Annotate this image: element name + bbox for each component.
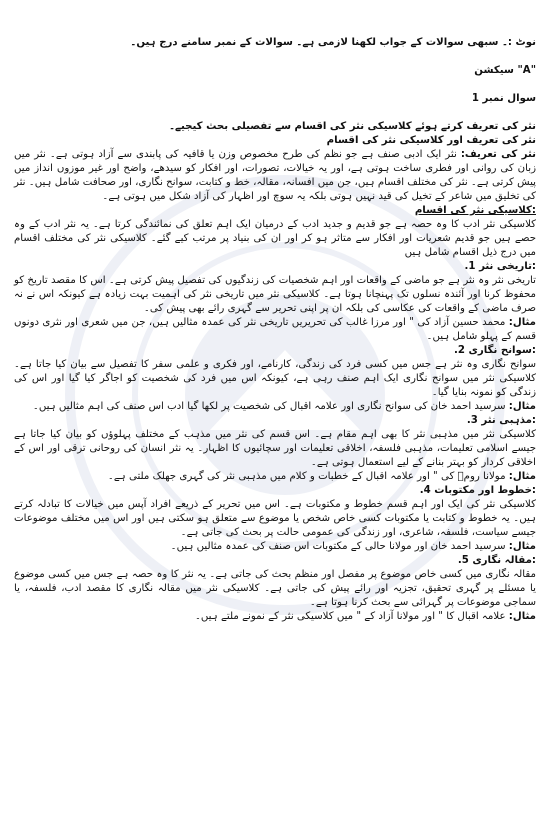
type-title: :مقالہ نگاری bbox=[472, 555, 536, 566]
type-heading bbox=[14, 414, 536, 428]
type-title: :سوانح نگاری bbox=[468, 345, 536, 356]
type-number: 4. bbox=[419, 485, 431, 496]
answer-subtitle: نثر کی تعریف اور کلاسیکی نثر کی اقسام bbox=[326, 135, 536, 146]
question-text: نثر کی تعریف کرتے ہوئے کلاسیکی نثر کی اقسام سے تفصیلی بحث کیجیے۔ bbox=[169, 121, 536, 132]
type-heading bbox=[14, 554, 536, 568]
definition-paragraph bbox=[14, 148, 536, 204]
example-label: مثال: bbox=[508, 541, 536, 552]
example-text: سرسید احمد خان کی سوانح نگاری اور علامہ اقبال کی شخصیت پر لکھا گیا ادب اس صنف کی اہم مثالیں ہیں۔ bbox=[32, 401, 506, 412]
type-example bbox=[14, 400, 536, 414]
example-text: سرسید احمد خان اور مولانا حالی کے مکتوبات اس صنف کی عمدہ مثالیں ہیں۔ bbox=[170, 541, 506, 552]
example-label: مثال: bbox=[508, 471, 536, 482]
type-example bbox=[14, 610, 536, 624]
example-text: علامہ اقبال کا " اور مولانا آزاد کے " میں کلاسیکی نثر کے نمونے ملتے ہیں۔ bbox=[194, 611, 506, 622]
type-text: تاریخی نثر وہ نثر ہے جو ماضی کے واقعات اور اہم شخصیات کی زندگیوں کی تفصیل پیش کرتی ہے۔ اس کا مقصد تاریخ کو محفوظ کرنا اور آئندہ نسلوں تک پہنچانا ہوتا ہے۔ کلاسیکی نثر میں تاریخی نثر کی اہمیت بہت زیادہ ہے کیونکہ اس نے نہ صرف ماضی کے واقعات کی عکاسی کی بلکہ ان پر اپنی تحریر سے گہری رائے بھی پیش کی۔ bbox=[14, 275, 536, 314]
type-example bbox=[14, 470, 536, 484]
example-label: مثال: bbox=[508, 611, 536, 622]
type-section-2 bbox=[14, 344, 536, 414]
type-heading bbox=[14, 344, 536, 358]
example-text: مولانا رومؒ کی " اور علامہ اقبال کے خطبات و کلام میں مذہبی نثر کی گہری جھلک ملتی ہے۔ bbox=[107, 471, 506, 482]
instruction-note: نوٹ :۔ سبھی سوالات کے جواب لکھنا لازمی ہے۔ سوالات کے نمبر سامنے درج ہیں۔ bbox=[130, 37, 536, 48]
type-title: :مذہبی نثر bbox=[481, 415, 536, 426]
type-text: سوانح نگاری وہ نثر ہے جس میں کسی فرد کی زندگی، کارنامے، اور فکری و علمی سفر کا تفصیل سے بیان کیا جاتا ہے۔ کلاسیکی نثر میں سوانح نگاری ایک اہم صنف رہی ہے، کیونکہ اس میں فرد کی شخصیت کو اجاگر کیا گیا اور اس کی زندگی کو نمونہ بنایا گیا۔ bbox=[14, 359, 536, 398]
definition-label: نثر کی تعریف: bbox=[460, 149, 536, 160]
type-title: :خطوط اور مکتوبات bbox=[434, 485, 536, 496]
type-number: 3. bbox=[466, 415, 478, 426]
type-heading bbox=[14, 484, 536, 498]
type-text: مقالہ نگاری میں کسی خاص موضوع پر مفصل اور منظم بحث کی جاتی ہے۔ یہ نثر کا وہ حصہ ہے جس میں کسی موضوع یا مسئلے پر گہری تحقیق، تجزیہ اور رائے پیش کی جاتی ہے۔ کلاسیکی نثر میں مقالہ نگاری کا مقصد ادب، فلسفہ، یا سماجی موضوعات پر گہرائی سے بحث کرنا ہوتا ہے۔ bbox=[14, 569, 536, 608]
type-section-3 bbox=[14, 414, 536, 484]
type-section-1 bbox=[14, 260, 536, 344]
types-intro: کلاسیکی نثر ادب کا وہ حصہ ہے جو قدیم و جدید ادب کے درمیان ایک اہم تعلق کی نمائندگی کرتا ہے۔ یہ نثر ادب کے وہ حصے ہیں جو قدیم شعریات اور افکار سے متاثر ہو کر اور ان کی بنیاد پر مرتب کیے گئے۔ کلاسیکی نثر کی مختلف اقسام میں درج ذیل اقسام شامل ہیں bbox=[14, 219, 536, 258]
type-number: 1. bbox=[464, 261, 476, 272]
type-section-4 bbox=[14, 484, 536, 554]
example-text: محمد حسین آزاد کی " اور مرزا غالب کی تحریریں تاریخی نثر کی عمدہ مثالیں ہیں، جن میں شعری اور نثری دونوں قسم کے پہلو شامل ہیں۔ bbox=[14, 317, 536, 342]
definition-text: نثر ایک ادبی صنف ہے جو نظم کی طرح مخصوص وزن یا قافیہ کی پابندی سے آزاد ہوتی ہے۔ نثر میں زبان کی روانی اور فطری ساخت ہوتی ہے، اور یہ خیالات، تصورات، اور افکار کو سیدھے، واضح اور غیر موزوں انداز میں پیش کرتی ہے۔ نثر کی مختلف اقسام ہیں، جن میں افسانہ، مقالہ، خط و کتابت، سوانح نگاری، اور صحافت شامل ہیں۔ نثر کی تخلیق میں شاعر کے تخیل کی قید نہیں ہوتی بلکہ یہ سوچ اور اظہار کی آزاد شکل میں ہوتی ہے۔ bbox=[13, 149, 536, 202]
question-number: سوال نمبر 1 bbox=[471, 93, 536, 104]
type-section-5 bbox=[14, 554, 536, 624]
type-number: 5. bbox=[457, 555, 469, 566]
type-title: :تاریخی نثر bbox=[479, 261, 536, 272]
type-heading bbox=[14, 260, 536, 274]
type-example bbox=[14, 316, 536, 344]
type-text: کلاسیکی نثر کی ایک اور اہم قسم خطوط و مکتوبات ہے۔ اس میں تحریر کے ذریعے افراد آپس میں خیالات کا تبادلہ کرتے ہیں۔ یہ خطوط و کتابت یا مکتوبات کسی خاص شخص یا موضوع سے متعلق ہو سکتی ہیں اور اس میں مختلف موضوعات جیسے سیاست، فلسفہ، شاعری، اور زندگی کی عمومی حالت پر بحث کی جاتی ہے۔ bbox=[14, 499, 536, 538]
section-title: "A" سیکشن bbox=[474, 65, 536, 76]
type-text: کلاسیکی نثر میں مذہبی نثر کا بھی اہم مقام ہے۔ اس قسم کی نثر میں مذہب کے مختلف پہلوؤں کو بیان کیا جاتا ہے جیسے اسلامی تعلیمات، مذہبی فلسفہ، اخلاقی تعلیمات اور سچائیوں کا اظہار۔ یہ نثر انسان کی روحانی ترقی اور اس کے اخلاقی کردار کو بہتر بنانے کے لیے استعمال ہوتی ہے۔ bbox=[14, 429, 536, 468]
type-number: 2. bbox=[454, 345, 465, 356]
type-example bbox=[14, 540, 536, 554]
example-label: مثال: bbox=[508, 317, 536, 328]
example-label: مثال: bbox=[508, 401, 536, 412]
types-heading: :کلاسیکی نثر کی اقسام bbox=[414, 205, 536, 216]
